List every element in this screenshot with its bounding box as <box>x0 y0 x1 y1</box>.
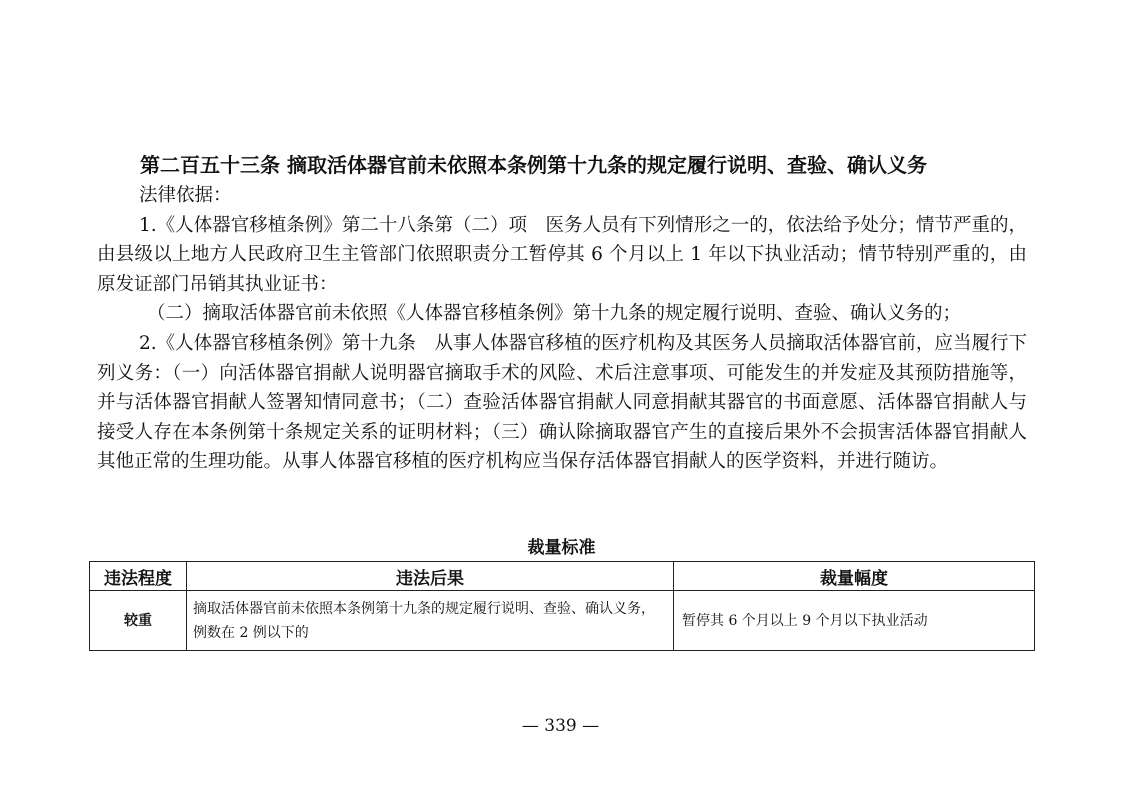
cell-consequence: 摘取活体器官前未依照本条例第十九条的规定履行说明、查验、确认义务，例数在 2 例以下的 <box>187 591 674 651</box>
legal-basis-label: 法律依据： <box>139 185 232 206</box>
header-discretion-range: 裁量幅度 <box>674 562 1035 591</box>
basis-paragraph-1: 1.《人体器官移植条例》第二十八条第（二）项 医务人员有下列情形之一的，依法给予处分；情节严重的，由县级以上地方人民政府卫生主管部门依照职责分工暂停其 6 个月以上 1 年以下执业活动；情节特别严重的，由原发证部门吊销其执业证书： <box>97 214 1027 295</box>
basis-paragraph-2: （二）摘取活体器官前未依照《人体器官移植条例》第十九条的规定履行说明、查验、确认义务的； <box>147 303 962 325</box>
basis-paragraph-3: 2.《人体器官移植条例》第十九条 从事人体器官移植的医疗机构及其医务人员摘取活体器官前，应当履行下列义务：（一）向活体器官捐献人说明器官摘取手术的风险、术后注意事项、可能发生的并发症及其预防措施等，并与活体器官捐献人签署知情同意书；（二）查验活体器官捐献人同意捐献其器官的书面意愿、活体器官捐献人与接受人存在本条例第十条规定关系的证明材料；（三）确认除摘取器官产生的直接后果外不会损害活体器官捐献人其他正常的生理功能。从事人体器官移植的医疗机构应当保存活体器官捐献人的医学资料，并进行随访。 <box>97 332 1027 473</box>
discretion-standard-table <box>89 561 1035 651</box>
table-row <box>90 591 1035 651</box>
cell-degree: 较重 <box>90 591 187 651</box>
page-number: — 339 — <box>521 716 600 736</box>
header-violation-consequence: 违法后果 <box>187 562 674 591</box>
table-caption: 裁量标准 <box>527 538 596 558</box>
cell-range: 暂停其 6 个月以上 9 个月以下执业活动 <box>674 591 1035 651</box>
header-violation-degree: 违法程度 <box>90 562 187 591</box>
article-body <box>97 181 1027 477</box>
table-header-row <box>90 562 1035 591</box>
article-title: 第二百五十三条 摘取活体器官前未依照本条例第十九条的规定履行说明、查验、确认义务 <box>140 153 927 177</box>
